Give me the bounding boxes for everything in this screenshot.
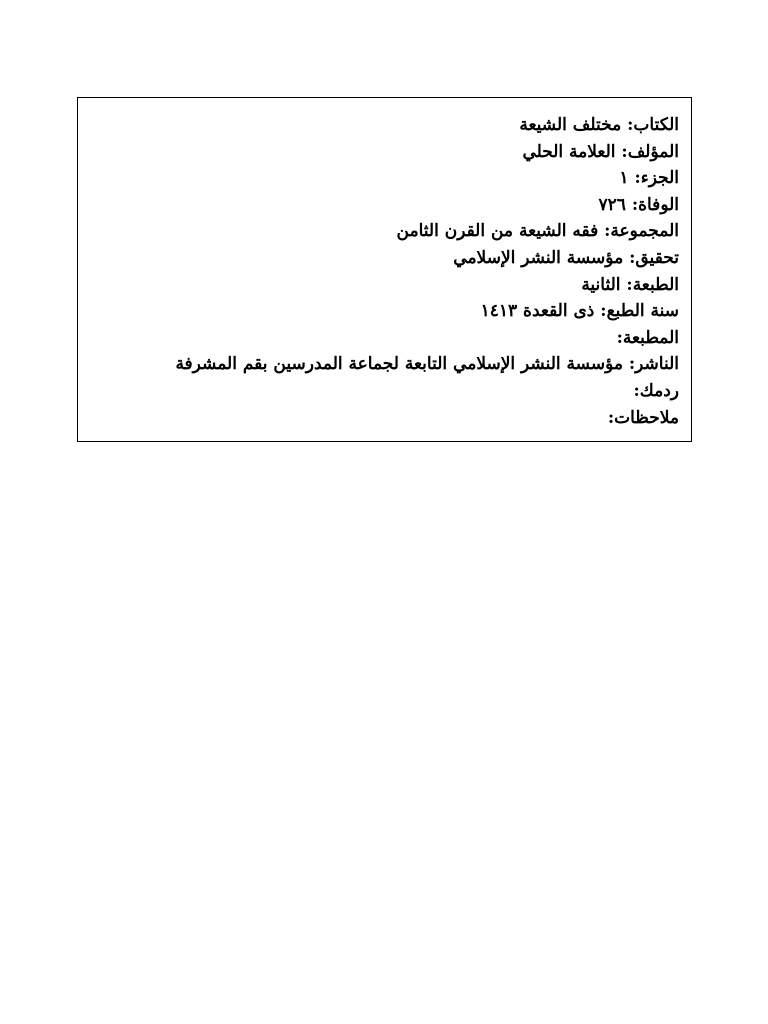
collection-line: المجموعة: فقه الشيعة من القرن الثامن	[396, 221, 679, 242]
edition-line: الطبعة: الثانية	[581, 274, 679, 295]
death-year-line: الوفاة: ٧٢٦	[598, 194, 679, 215]
publisher-line: الناشر: مؤسسة النشر الإسلامي التابعة لجماعة المدرسين بقم المشرفة	[175, 354, 679, 375]
press-line: المطبعة:	[616, 327, 679, 348]
print-year-line: سنة الطبع: ذى القعدة ١٤١٣	[480, 301, 679, 322]
book-info-box	[77, 97, 692, 442]
isbn-line: ردمك:	[633, 380, 679, 401]
volume-line: الجزء: ١	[619, 168, 679, 189]
editor-line: تحقيق: مؤسسة النشر الإسلامي	[453, 247, 679, 268]
book-title-line: الكتاب: مختلف الشيعة	[519, 115, 679, 135]
author-line: المؤلف: العلامة الحلي	[522, 141, 679, 162]
notes-line: ملاحظات:	[607, 407, 679, 428]
